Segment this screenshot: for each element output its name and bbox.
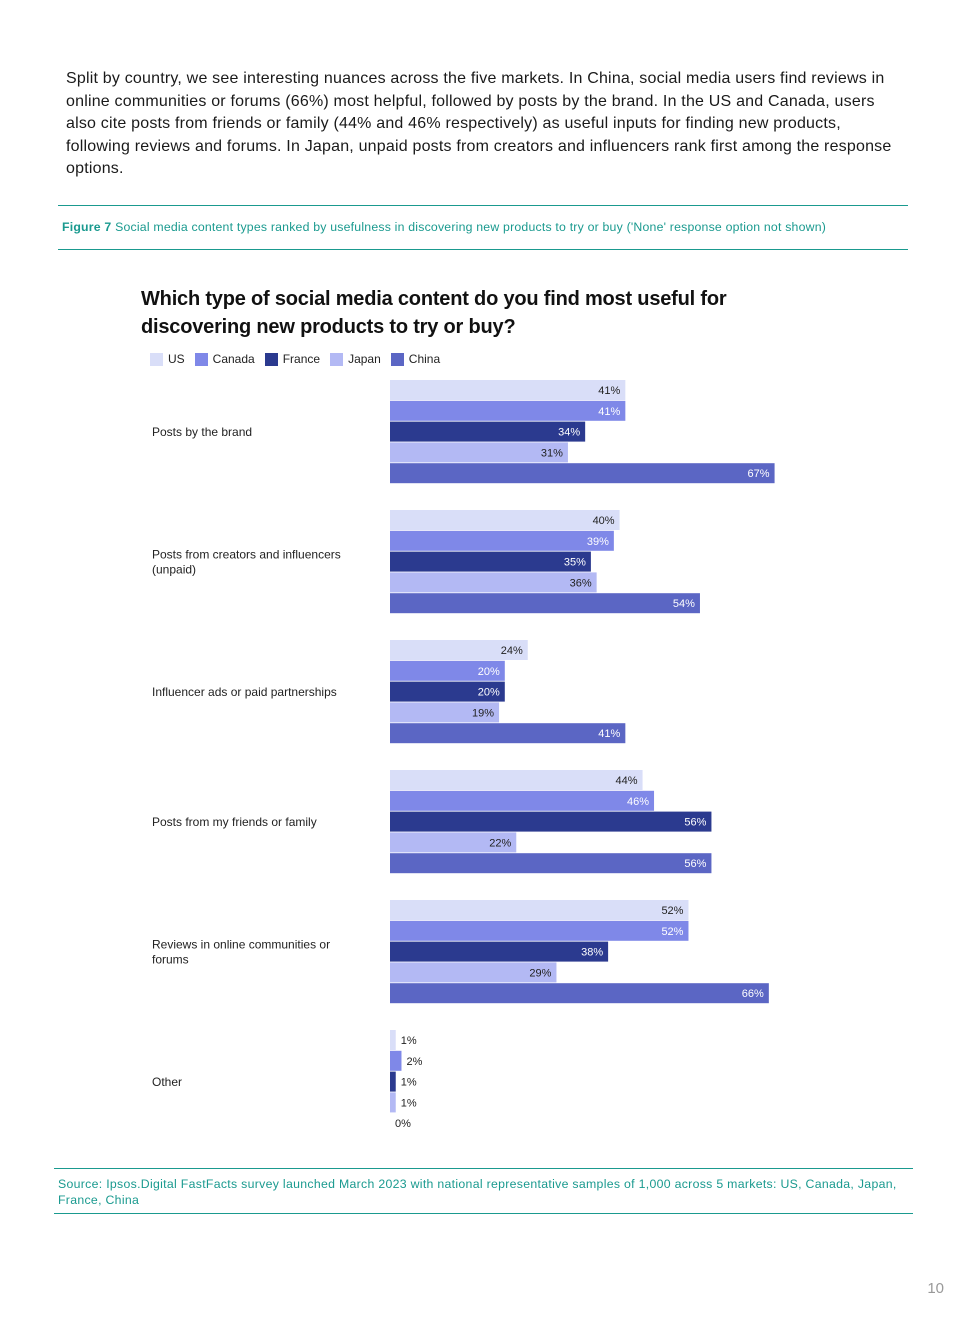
bar-canada-posts-from-creators-and-influencers-unpaid [390, 531, 614, 551]
data-label-china-reviews-in-online-communities-or-forums: 66% [741, 988, 764, 1001]
bar-france-posts-from-my-friends-or-family [390, 812, 711, 832]
data-label-japan-posts-from-my-friends-or-family: 22% [489, 837, 512, 850]
bar-france-other [390, 1072, 396, 1092]
data-label-france-posts-by-the-brand: 34% [558, 426, 581, 439]
data-label-japan-posts-from-creators-and-influencers-unpaid: 36% [569, 577, 592, 590]
chart-title: Which type of social media content do you find most useful for discovering new products to try or buy? [141, 288, 727, 338]
data-label-china-influencer-ads-or-paid-partnerships: 41% [598, 728, 621, 741]
data-label-japan-reviews-in-online-communities-or-forums: 29% [529, 967, 552, 980]
bar-china-influencer-ads-or-paid-partnerships [390, 723, 625, 743]
figure-caption-text: Social media content types ranked by usefulness in discovering new products to try or buy ('None' response option not shown) [115, 220, 827, 234]
data-label-canada-posts-by-the-brand: 41% [598, 405, 621, 418]
bar-china-posts-by-the-brand [390, 463, 775, 483]
bar-us-reviews-in-online-communities-or-forums [390, 900, 688, 920]
bar-canada-reviews-in-online-communities-or-forums [390, 921, 688, 941]
legend-label-china: China [408, 352, 441, 366]
data-label-canada-other: 2% [406, 1055, 423, 1068]
legend-label-canada: Canada [212, 352, 255, 366]
bar-us-posts-from-my-friends-or-family [390, 770, 643, 790]
category-label-reviews-in-online-communities-or-forums: Reviews in online communities or forums [152, 937, 331, 967]
data-label-france-other: 1% [400, 1076, 417, 1089]
data-label-canada-reviews-in-online-communities-or-forums: 52% [661, 925, 684, 938]
data-label-france-reviews-in-online-communities-or-forums: 38% [581, 946, 604, 959]
bar-france-posts-from-creators-and-influencers-unpaid [390, 552, 591, 572]
page-number: 10 [927, 1280, 944, 1297]
source-note: Source: Ipsos.Digital FastFacts survey launched March 2023 with national representative samples of 1,000 across 5 markets: US, Canada, Japan, France, China [58, 1177, 897, 1207]
bar-france-reviews-in-online-communities-or-forums [390, 942, 608, 962]
data-label-canada-posts-from-creators-and-influencers-unpaid: 39% [586, 535, 609, 548]
category-label-posts-by-the-brand: Posts by the brand [152, 425, 253, 439]
bar-us-posts-by-the-brand [390, 380, 625, 400]
intro-paragraph: Split by country, we see interesting nuances across the five markets. In China, social media users find reviews in online communities or forums (66%) most helpful, followed by posts by the brand. In the US and Canada, users also cite posts from friends or family (44% and 46% respectively) as useful inputs for finding new products, following reviews and forums. In Japan, unpaid posts from creators and influencers rank first among the response options. [66, 70, 892, 177]
source-top-rule [54, 1168, 913, 1169]
bar-canada-posts-by-the-brand [390, 401, 625, 421]
data-label-us-posts-by-the-brand: 41% [598, 385, 621, 397]
bar-japan-posts-from-creators-and-influencers-unpaid [390, 572, 597, 592]
legend-label-france: France [282, 352, 321, 366]
data-label-china-other: 0% [395, 1118, 411, 1131]
data-label-canada-influencer-ads-or-paid-partnerships: 20% [477, 665, 500, 678]
data-label-france-posts-from-creators-and-influencers-unpaid: 35% [563, 556, 586, 569]
data-label-us-reviews-in-online-communities-or-forums: 52% [661, 905, 684, 917]
data-label-us-posts-from-my-friends-or-family: 44% [615, 775, 638, 787]
bar-france-posts-by-the-brand [390, 422, 585, 442]
legend-label-japan: Japan [348, 352, 381, 366]
data-label-china-posts-by-the-brand: 67% [747, 468, 770, 481]
bar-china-reviews-in-online-communities-or-forums [390, 983, 769, 1003]
data-label-japan-other: 1% [400, 1097, 417, 1110]
category-label-other: Other [152, 1075, 183, 1089]
bar-us-other [390, 1030, 396, 1050]
data-label-us-influencer-ads-or-paid-partnerships: 24% [500, 645, 523, 657]
data-label-china-posts-from-my-friends-or-family: 56% [684, 858, 707, 871]
bar-canada-other [390, 1051, 401, 1071]
legend-label-us: US [168, 352, 185, 366]
bar-china-posts-from-creators-and-influencers-unpaid [390, 593, 700, 613]
data-label-us-other: 1% [400, 1035, 417, 1047]
data-label-us-posts-from-creators-and-influencers-unpaid: 40% [592, 515, 615, 527]
bar-japan-other [390, 1092, 396, 1112]
figure-label: Figure 7 [62, 220, 112, 234]
category-label-posts-from-my-friends-or-family: Posts from my friends or family [152, 815, 317, 829]
data-label-france-influencer-ads-or-paid-partnerships: 20% [477, 686, 500, 699]
data-label-japan-posts-by-the-brand: 31% [540, 447, 563, 460]
data-label-france-posts-from-my-friends-or-family: 56% [684, 816, 707, 829]
data-label-japan-influencer-ads-or-paid-partnerships: 19% [472, 707, 495, 720]
bar-china-posts-from-my-friends-or-family [390, 853, 711, 873]
category-label-posts-from-creators-and-influencers-unpaid: Posts from creators and influencers (unpaid) [152, 547, 341, 577]
bar-canada-posts-from-my-friends-or-family [390, 791, 654, 811]
source-bottom-rule [54, 1213, 913, 1214]
category-label-influencer-ads-or-paid-partnerships: Influencer ads or paid partnerships [152, 685, 337, 699]
data-label-china-posts-from-creators-and-influencers-unpaid: 54% [672, 598, 695, 611]
data-label-canada-posts-from-my-friends-or-family: 46% [627, 795, 650, 808]
bar-us-posts-from-creators-and-influencers-unpaid [390, 510, 620, 530]
